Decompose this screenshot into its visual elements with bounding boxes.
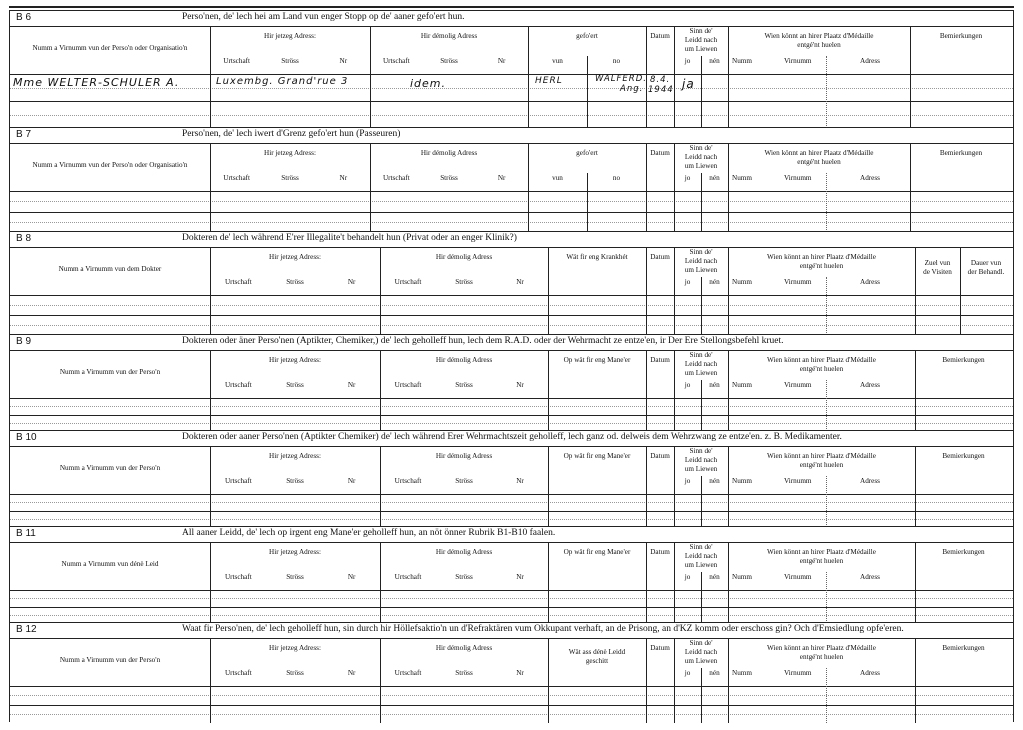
- section-title: Perso'nen, de' lech iwert d'Grenz gefo'ert hun (Passeuren): [182, 129, 401, 139]
- datum-label: Datum: [650, 356, 670, 364]
- stross-label: Ströss: [286, 669, 304, 677]
- entry-date: 8.4.: [650, 75, 671, 85]
- alive-label-3: um Liewen: [684, 162, 718, 170]
- urtschaft-label: Urtschaft: [224, 573, 252, 581]
- numm-label: Numm: [732, 57, 752, 65]
- gefoert-label: gefo'ert: [576, 149, 598, 157]
- row-dotted-line: [10, 423, 1013, 424]
- urtschaft-label: Urtschaft: [224, 381, 252, 389]
- urtschaft-label: Urtschaft: [224, 669, 252, 677]
- former-address-label: Hir démolig Adress: [435, 644, 493, 652]
- stross-label: Ströss: [455, 573, 473, 581]
- medal-label-1: Wien könnt an hirer Plaatz d'Médaille: [767, 253, 876, 261]
- visits-label-1: Zuel vun: [924, 259, 951, 267]
- entry-alive: ja: [682, 77, 695, 91]
- stross-label: Ströss: [281, 57, 299, 65]
- urtschaft-label: Urtschaft: [382, 57, 410, 65]
- column-divider: [701, 476, 702, 527]
- nen-label: nén: [709, 174, 720, 182]
- section-b12: [9, 622, 1014, 722]
- section-code: B 12: [16, 624, 37, 635]
- current-address-label: Hir jetzeg Adress:: [264, 32, 316, 40]
- row-dotted-line: [10, 201, 1013, 202]
- stross-label: Ströss: [440, 174, 458, 182]
- jo-label: jo: [684, 381, 691, 389]
- nen-label: nén: [709, 477, 720, 485]
- remarks-label: Bemierkungen: [942, 356, 985, 364]
- column-divider: [701, 173, 702, 232]
- nr-label: Nr: [497, 57, 506, 65]
- jo-label: jo: [684, 573, 691, 581]
- visits-label-2: de Visiten: [923, 268, 952, 276]
- jo-label: jo: [684, 477, 691, 485]
- urtschaft-label: Urtschaft: [223, 174, 251, 182]
- section-title: Dokteren oder äner Perso'nen (Aptikter, Chemiker,) de' lech geholleff hun, lech dem R.A.D. oder der Wehrmacht ze entze'en, ir Der Ere Stellongsbefehl kruet.: [182, 336, 784, 346]
- jo-label: jo: [684, 278, 691, 286]
- remarks-label: Bemierkungen: [939, 32, 983, 40]
- top-rule: [9, 6, 1014, 8]
- column-name-label: Numm a Virnumm vun dem Dokter: [58, 265, 162, 273]
- section-title: All aaner Leidd, de' lech op irgent eng Mane'er geholleff hun, an nöt önner Rubrik B1-B10 faalen.: [182, 528, 556, 538]
- virnumm-label: Virnumm: [784, 477, 812, 485]
- medal-label-2: entgé'nt huelen: [799, 653, 844, 661]
- column-divider: [701, 277, 702, 335]
- alive-label-2: Leidd nach: [684, 552, 718, 560]
- duration-label-1: Dauer vun: [970, 259, 1002, 267]
- jo-label: jo: [684, 174, 691, 182]
- column-divider: [826, 668, 827, 723]
- header-divider: [10, 398, 1013, 399]
- alive-label-2: Leidd nach: [684, 456, 718, 464]
- medal-label-1: Wien könnt an hirer Plaatz d'Médaille: [767, 548, 876, 556]
- section-header: [10, 431, 1013, 447]
- nr-label: Nr: [516, 381, 524, 389]
- header-divider: [10, 494, 1013, 495]
- alive-label-1: Sinn de': [689, 543, 713, 551]
- entry-former-address: idem.: [410, 77, 447, 90]
- medal-label-2: entgé'nt huelen: [799, 461, 844, 469]
- column-divider: [826, 56, 827, 128]
- section-header: [10, 128, 1013, 144]
- nr-label: Nr: [347, 477, 356, 485]
- column-name-label: Numm a Virnumm vun der Perso'n oder Organisatio'n: [32, 44, 188, 52]
- numm-label: Numm: [732, 174, 752, 182]
- nen-label: nén: [709, 381, 720, 389]
- section-code: B 9: [16, 336, 32, 347]
- datum-label: Datum: [650, 644, 670, 652]
- section-header: [10, 232, 1013, 248]
- urtschaft-label: Urtschaft: [394, 669, 422, 677]
- column-name-label: Numm a Virnumm vun der Perso'n: [59, 656, 161, 664]
- column-divider: [826, 572, 827, 623]
- section-title: Waat fir Perso'nen, de' lech geholleff hun, sin durch hir Höllefsaktio'n un d'Refraktären vum Okkupant verhaft, an de Prisong, an d'KZ komm oder erschoss gin? Och d'Emsiedlung opfe'eren.: [182, 624, 904, 634]
- row-divider: [10, 511, 1013, 512]
- row-dotted-line: [10, 115, 1013, 116]
- datum-label: Datum: [650, 452, 670, 460]
- duration-label-2: der Behandl.: [967, 268, 1005, 276]
- header-divider: [10, 590, 1013, 591]
- entry-name: Mme WELTER-SCHULER A.: [13, 76, 180, 89]
- nen-label: nén: [709, 573, 720, 581]
- urtschaft-label: Urtschaft: [394, 477, 422, 485]
- column-divider: [826, 173, 827, 232]
- entry-date-2: 1944: [648, 85, 674, 95]
- alive-label-3: um Liewen: [684, 266, 718, 274]
- numm-label: Numm: [732, 669, 752, 677]
- adress-label: Adress: [860, 174, 880, 182]
- alive-label-2: Leidd nach: [684, 360, 718, 368]
- header-divider: [10, 686, 1013, 687]
- section-code: B 11: [16, 528, 36, 539]
- nr-label: Nr: [516, 278, 524, 286]
- urtschaft-label: Urtschaft: [382, 174, 410, 182]
- alive-label-2: Leidd nach: [684, 648, 718, 656]
- manner-label: Op wät fir eng Mane'er: [563, 452, 631, 460]
- column-divider: [210, 26, 211, 128]
- section-b11: [9, 526, 1014, 622]
- former-address-label: Hir démolig Adress: [435, 253, 493, 261]
- column-divider: [826, 476, 827, 527]
- current-address-label: Hir jetzeg Adress:: [269, 253, 321, 261]
- column-name-label: Numm a Virnumm vun dénè Leid: [61, 560, 159, 568]
- stross-label: Ströss: [455, 278, 473, 286]
- remarks-label: Bemierkungen: [939, 149, 983, 157]
- section-header: [10, 527, 1013, 543]
- alive-label-3: um Liewen: [684, 45, 718, 53]
- datum-label: Datum: [650, 548, 670, 556]
- nen-label: nén: [709, 278, 720, 286]
- nen-label: nén: [709, 57, 720, 65]
- entry-to: WALFERD.: [595, 74, 647, 84]
- row-divider: [10, 101, 1013, 102]
- adress-label: Adress: [860, 573, 880, 581]
- numm-label: Numm: [732, 278, 752, 286]
- jo-label: jo: [684, 669, 691, 677]
- medal-label-1: Wien könnt an hirer Plaatz d'Médaille: [767, 644, 876, 652]
- section-header: [10, 623, 1013, 639]
- nr-label: Nr: [347, 669, 356, 677]
- nr-label: Nr: [339, 174, 348, 182]
- section-title: Dokteren oder aaner Perso'nen (Aptikter Chemiker) de' lech während Erer Wehrmachtszeit geholleff, lech ganz od. delweis dem Wehrzwang ze entze'en. z. B. Medikamenter.: [182, 432, 842, 442]
- remarks-label: Bemierkungen: [942, 452, 985, 460]
- virnumm-label: Virnumm: [784, 573, 812, 581]
- medal-label-1: Wien könnt an hirer Plaatz d'Médaille: [767, 452, 876, 460]
- former-address-label: Hir démolig Adress: [435, 548, 493, 556]
- numm-label: Numm: [732, 477, 752, 485]
- alive-label-1: Sinn de': [689, 248, 713, 256]
- section-b7: [9, 127, 1014, 231]
- numm-label: Numm: [732, 573, 752, 581]
- row-dotted-line: [10, 615, 1013, 616]
- virnumm-label: Virnumm: [784, 669, 812, 677]
- vun-label: vun: [552, 174, 563, 182]
- medal-label-2: entgé'nt huelen: [797, 41, 841, 49]
- section-code: B 8: [16, 233, 32, 244]
- column-divider: [528, 26, 529, 128]
- remarks-label: Bemierkungen: [942, 548, 985, 556]
- urtschaft-label: Urtschaft: [394, 278, 422, 286]
- virnumm-label: Virnumm: [784, 174, 812, 182]
- section-code: B 6: [16, 12, 32, 23]
- section-b6: [9, 10, 1014, 127]
- numm-label: Numm: [732, 381, 752, 389]
- adress-label: Adress: [860, 381, 880, 389]
- current-address-label: Hir jetzeg Adress:: [269, 452, 321, 460]
- nen-label: nén: [709, 669, 720, 677]
- nr-label: Nr: [347, 573, 356, 581]
- alive-label-2: Leidd nach: [684, 36, 718, 44]
- manner-label: Op wät fir eng Mane'er: [563, 356, 631, 364]
- stross-label: Ströss: [455, 477, 473, 485]
- entry-to-2: Ang.: [620, 84, 644, 94]
- stross-label: Ströss: [286, 477, 304, 485]
- virnumm-label: Virnumm: [784, 381, 812, 389]
- nr-label: Nr: [516, 477, 524, 485]
- virnumm-label: Virnumm: [784, 278, 812, 286]
- row-dotted-line: [10, 305, 1013, 306]
- alive-label-1: Sinn de': [689, 144, 713, 152]
- column-name-label: Numm a Virnumm vun der Perso'n: [59, 464, 161, 472]
- column-divider: [701, 380, 702, 431]
- medal-label-2: entgé'nt huelen: [799, 557, 844, 565]
- current-address-label: Hir jetzeg Adress:: [269, 548, 321, 556]
- row-dotted-line: [10, 519, 1013, 520]
- row-dotted-line: [10, 325, 1013, 326]
- row-dotted-line: [10, 502, 1013, 503]
- row-dotted-line: [10, 598, 1013, 599]
- section-title: Dokteren de' lech während E'rer Illegalite't behandelt hun (Privat oder an enger Klinik?): [182, 233, 517, 243]
- stross-label: Ströss: [455, 669, 473, 677]
- no-label: no: [612, 57, 621, 65]
- column-divider: [370, 26, 371, 128]
- entry-current-address: Luxembg. Grand'rue 3: [216, 76, 349, 87]
- virnumm-label: Virnumm: [784, 57, 812, 65]
- row-divider: [10, 212, 1013, 213]
- section-title: Perso'nen, de' lech hei am Land vun enger Stopp op de' aaner gefo'ert hun.: [182, 12, 465, 22]
- alive-label-3: um Liewen: [684, 369, 718, 377]
- former-address-label: Hir démolig Adress: [420, 32, 478, 40]
- current-address-label: Hir jetzeg Adress:: [269, 356, 321, 364]
- stross-label: Ströss: [440, 57, 458, 65]
- stross-label: Ströss: [286, 573, 304, 581]
- alive-label-3: um Liewen: [684, 657, 718, 665]
- former-address-label: Hir démolig Adress: [420, 149, 478, 157]
- no-label: no: [612, 174, 621, 182]
- alive-label-1: Sinn de': [689, 27, 713, 35]
- header-divider: [10, 191, 1013, 192]
- vun-label: vun: [552, 57, 563, 65]
- remarks-label: Bemierkungen: [942, 644, 985, 652]
- section-b10: [9, 430, 1014, 526]
- column-divider: [701, 668, 702, 723]
- medal-label-2: entgé'nt huelen: [797, 158, 841, 166]
- column-divider: [701, 572, 702, 623]
- row-dotted-line: [10, 714, 1013, 715]
- column-name-label: Numm a Virnumm vun der Perso'n oder Organisatio'n: [32, 161, 188, 169]
- entry-from: HERL: [535, 76, 563, 86]
- row-divider: [10, 705, 1013, 706]
- disease-label: Wät fir eng Krankhét: [566, 253, 628, 261]
- alive-label-2: Leidd nach: [684, 153, 718, 161]
- urtschaft-label: Urtschaft: [223, 57, 251, 65]
- nr-label: Nr: [339, 57, 348, 65]
- what-happened-label: Wät ass dénè Leidd: [568, 648, 626, 656]
- nr-label: Nr: [516, 669, 524, 677]
- medal-label-2: entgé'nt huelen: [799, 262, 844, 270]
- adress-label: Adress: [860, 278, 880, 286]
- nr-label: Nr: [516, 573, 524, 581]
- header-divider: [10, 74, 1013, 75]
- stross-label: Ströss: [455, 381, 473, 389]
- nr-label: Nr: [347, 278, 356, 286]
- section-b8: [9, 231, 1014, 334]
- alive-label-1: Sinn de': [689, 351, 713, 359]
- alive-label-3: um Liewen: [684, 465, 718, 473]
- urtschaft-label: Urtschaft: [394, 381, 422, 389]
- manner-label: Op wät fir eng Mane'er: [563, 548, 631, 556]
- section-b9: [9, 334, 1014, 430]
- row-divider: [10, 315, 1013, 316]
- section-code: B 7: [16, 129, 32, 140]
- adress-label: Adress: [860, 669, 880, 677]
- adress-label: Adress: [860, 57, 880, 65]
- datum-label: Datum: [650, 253, 670, 261]
- column-divider: [826, 277, 827, 335]
- column-name-label: Numm a Virnumm vun der Perso'n: [59, 368, 161, 376]
- former-address-label: Hir démolig Adress: [435, 356, 493, 364]
- row-divider: [10, 415, 1013, 416]
- datum-label: Datum: [650, 149, 670, 157]
- urtschaft-label: Urtschaft: [394, 573, 422, 581]
- alive-label-1: Sinn de': [689, 447, 713, 455]
- urtschaft-label: Urtschaft: [224, 278, 252, 286]
- row-divider: [10, 607, 1013, 608]
- stross-label: Ströss: [286, 381, 304, 389]
- alive-label-2: Leidd nach: [684, 257, 718, 265]
- row-dotted-line: [10, 695, 1013, 696]
- nr-label: Nr: [497, 174, 506, 182]
- column-divider: [701, 56, 702, 128]
- column-divider: [587, 173, 588, 232]
- former-address-label: Hir démolig Adress: [435, 452, 493, 460]
- section-header: [10, 335, 1013, 351]
- current-address-label: Hir jetzeg Adress:: [264, 149, 316, 157]
- medal-label-1: Wien könnt an hirer Plaatz d'Médaille: [764, 149, 874, 157]
- current-address-label: Hir jetzeg Adress:: [269, 644, 321, 652]
- urtschaft-label: Urtschaft: [224, 477, 252, 485]
- nr-label: Nr: [347, 381, 356, 389]
- column-divider: [826, 380, 827, 431]
- medal-label-1: Wien könnt an hirer Plaatz d'Médaille: [764, 32, 874, 40]
- medal-label-1: Wien könnt an hirer Plaatz d'Médaille: [767, 356, 876, 364]
- jo-label: jo: [684, 57, 691, 65]
- stross-label: Ströss: [281, 174, 299, 182]
- medal-label-2: entgé'nt huelen: [799, 365, 844, 373]
- column-divider: [910, 26, 911, 128]
- column-divider: [587, 56, 588, 128]
- header-divider: [10, 295, 1013, 296]
- row-dotted-line: [10, 406, 1013, 407]
- alive-label-1: Sinn de': [689, 639, 713, 647]
- section-header: [10, 11, 1013, 27]
- what-happened-label-2: geschitt: [585, 657, 609, 665]
- alive-label-3: um Liewen: [684, 561, 718, 569]
- adress-label: Adress: [860, 477, 880, 485]
- row-dotted-line: [10, 222, 1013, 223]
- section-code: B 10: [16, 432, 37, 443]
- datum-label: Datum: [650, 32, 670, 40]
- gefoert-label: gefo'ert: [576, 32, 598, 40]
- stross-label: Ströss: [286, 278, 304, 286]
